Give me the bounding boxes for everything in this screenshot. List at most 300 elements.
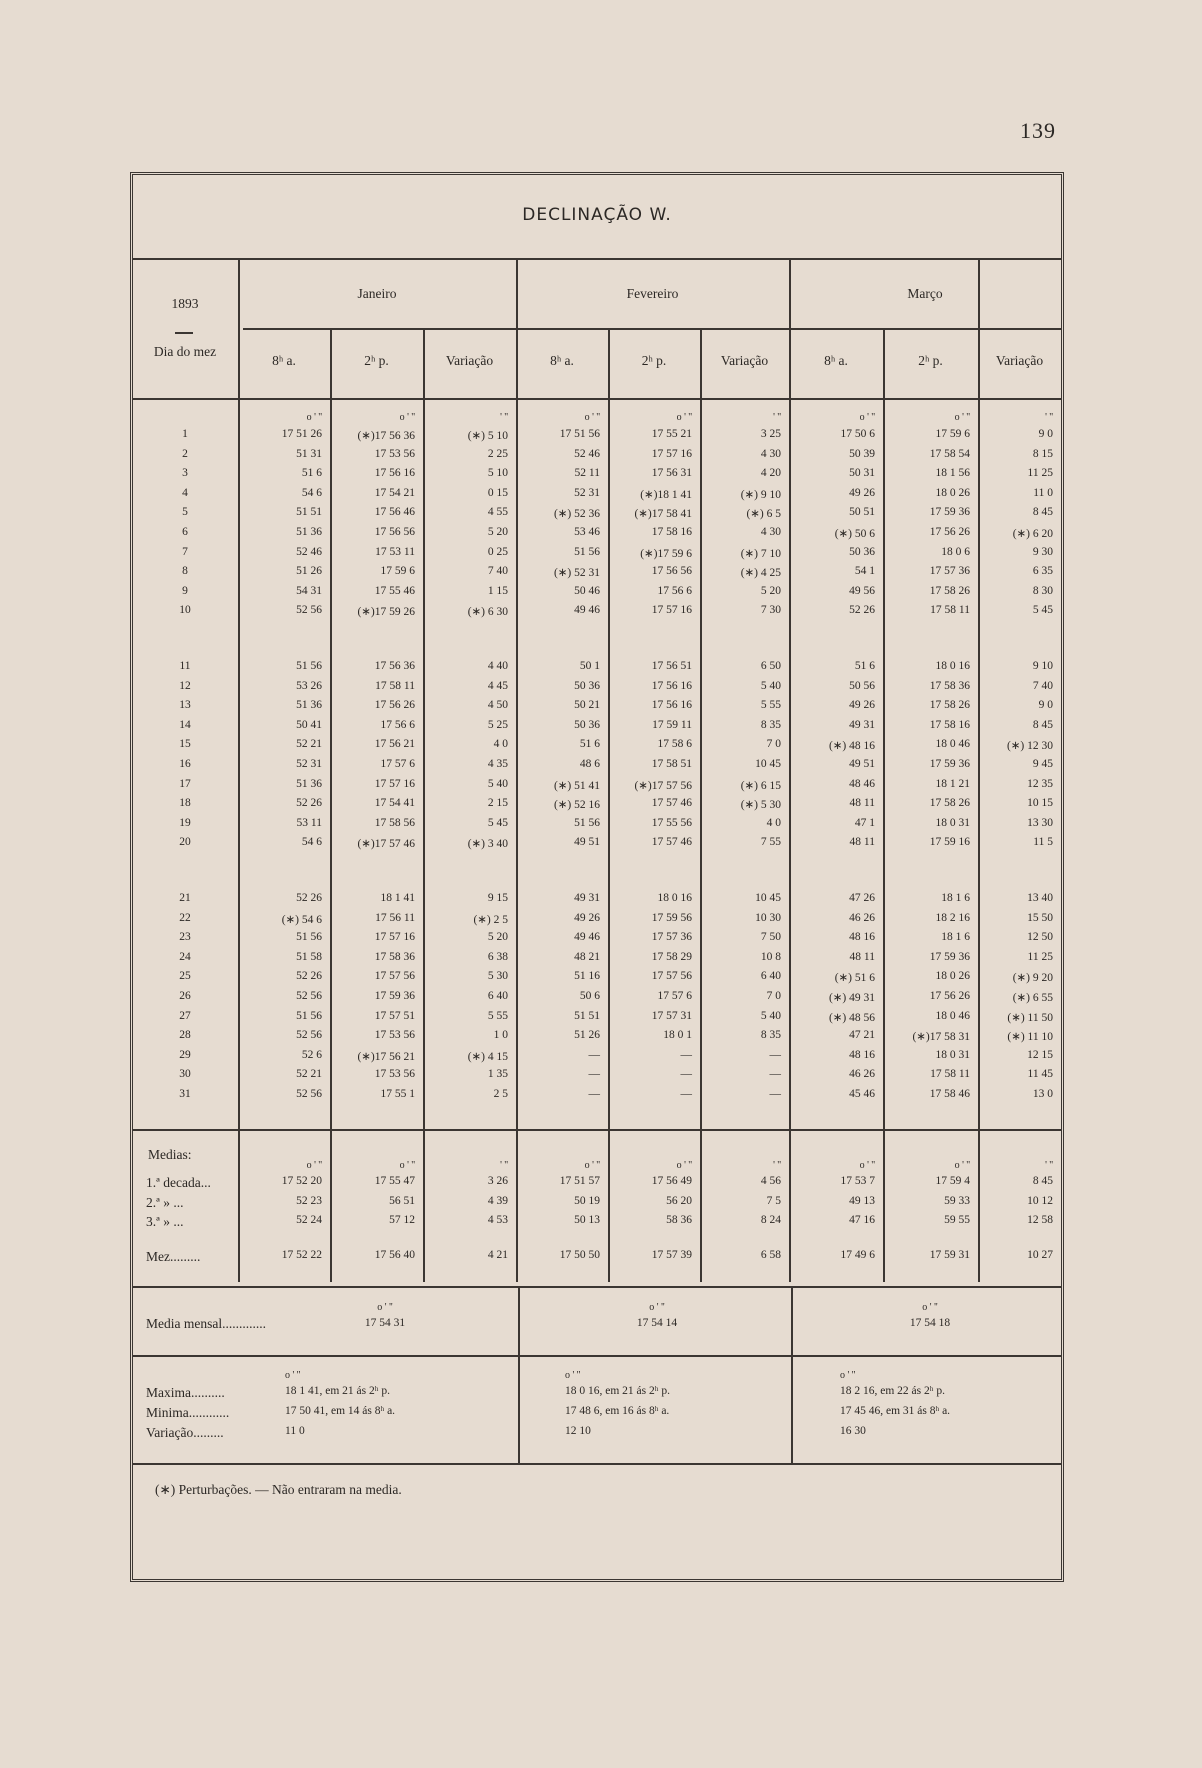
footnote: (∗) Perturbações. — Não entraram na media. <box>155 1482 402 1497</box>
media-cell: 57 12 <box>389 1214 415 1226</box>
mez-cell: 17 52 22 <box>281 1249 322 1261</box>
table-cell: 17 59 36 <box>929 950 970 963</box>
table-cell: 49 26 <box>849 486 875 499</box>
table-cell: 17 56 6 <box>380 718 415 731</box>
table-cell: 17 59 16 <box>929 836 970 849</box>
table-cell: 1 35 <box>487 1068 508 1081</box>
table-cell: 11 0 <box>1033 486 1053 499</box>
table-cell: — <box>769 1048 781 1061</box>
media-cell: 8 24 <box>760 1214 781 1226</box>
table-cell: 49 51 <box>849 758 875 770</box>
table-cell: 51 6 <box>854 660 875 672</box>
day-of-month-label: Dia do mez <box>153 344 217 359</box>
mez-cell: 17 49 6 <box>840 1249 875 1261</box>
table-cell: 17 54 41 <box>374 797 415 810</box>
day-number: 3 <box>182 467 188 480</box>
table-cell: 15 50 <box>1027 911 1053 924</box>
table-cell: 5 40 <box>487 777 508 790</box>
table-cell: 50 39 <box>849 447 875 460</box>
unit-marks: o ' '' <box>565 1370 581 1381</box>
table-cell: 5 10 <box>487 467 508 480</box>
table-cell: 7 40 <box>487 565 508 578</box>
day-number: 31 <box>179 1088 191 1100</box>
table-cell: 48 11 <box>849 797 875 810</box>
media-cell: 58 36 <box>666 1214 692 1226</box>
table-cell: 5 40 <box>760 1009 781 1022</box>
table-cell: 5 45 <box>1032 604 1053 617</box>
table-cell: — <box>680 1048 692 1061</box>
table-cell: 13 30 <box>1027 816 1053 829</box>
table-cell: 17 56 26 <box>374 699 415 712</box>
table-cell: 50 31 <box>849 467 875 480</box>
day-number: 12 <box>179 679 191 692</box>
rule-under-headers <box>133 398 1061 400</box>
table-cell: 50 36 <box>849 545 875 558</box>
table-cell: 17 58 11 <box>930 604 970 617</box>
media-cell: 17 56 49 <box>651 1175 692 1187</box>
table-cell: 17 56 16 <box>651 679 692 692</box>
table-cell: 17 58 46 <box>929 1088 970 1100</box>
table-cell: 17 53 56 <box>374 447 415 460</box>
table-cell: 48 16 <box>849 1048 875 1061</box>
table-cell: 51 26 <box>574 1029 600 1042</box>
table-cell: 5 45 <box>487 816 508 829</box>
table-cell: 6 50 <box>760 660 781 672</box>
extreme-value-janeiro: 18 1 41, em 21 ás 2ʰ p. <box>285 1385 390 1397</box>
unit-marks: o ' '' <box>584 412 600 423</box>
table-cell: 51 6 <box>301 467 322 480</box>
table-cell: 48 46 <box>849 777 875 790</box>
table-cell: 18 0 26 <box>935 970 970 983</box>
table-cell: 50 1 <box>579 660 600 672</box>
table-cell: (∗)18 1 41 <box>640 488 692 501</box>
table-cell: 49 56 <box>849 584 875 597</box>
table-cell: 17 58 36 <box>929 679 970 692</box>
day-number: 22 <box>179 911 191 924</box>
media-cell: 59 55 <box>944 1214 970 1226</box>
table-cell: 52 31 <box>574 486 600 499</box>
table-cell: 4 0 <box>766 816 781 829</box>
table-cell: 17 59 56 <box>651 911 692 924</box>
table-cell: 17 56 26 <box>929 990 970 1002</box>
column-header: Variação <box>720 353 769 368</box>
mez-cell: 17 50 50 <box>559 1249 600 1261</box>
month-divider-2 <box>789 258 791 1282</box>
media-cell: 3 26 <box>487 1175 508 1187</box>
table-cell: 10 30 <box>755 911 781 924</box>
table-cell: 8 35 <box>760 1029 781 1042</box>
table-cell: (∗)17 59 26 <box>357 606 415 619</box>
table-cell: 18 0 31 <box>935 1048 970 1061</box>
table-cell: 4 30 <box>760 447 781 460</box>
table-cell: (∗)17 57 56 <box>634 779 692 792</box>
table-cell: (∗) 12 30 <box>1006 740 1053 753</box>
column-header: Variação <box>445 353 494 368</box>
table-cell: (∗) 6 5 <box>746 508 781 521</box>
media-mensal-janeiro: 17 54 31 <box>364 1317 406 1329</box>
table-cell: 11 25 <box>1027 467 1053 480</box>
year-label: 1893 <box>171 296 199 311</box>
table-cell: 9 0 <box>1038 428 1053 440</box>
table-cell: 46 26 <box>849 911 875 924</box>
media-cell: 47 16 <box>849 1214 875 1226</box>
table-cell: 52 56 <box>296 604 322 617</box>
table-cell: (∗) 50 6 <box>834 528 875 540</box>
table-cell: (∗) 48 16 <box>828 740 875 753</box>
table-cell: 2 15 <box>487 797 508 810</box>
table-cell: (∗) 6 30 <box>467 606 508 619</box>
table-cell: 10 45 <box>755 892 781 904</box>
table-cell: 17 57 46 <box>651 836 692 849</box>
table-cell: 47 1 <box>854 816 875 829</box>
month-header-março: Março <box>907 286 943 301</box>
table-cell: 17 59 36 <box>929 758 970 770</box>
table-cell: 17 58 11 <box>930 1068 970 1081</box>
unit-marks: o ' '' <box>306 412 322 423</box>
table-cell: 7 50 <box>760 931 781 944</box>
media-cell: 4 39 <box>487 1194 508 1207</box>
day-number: 29 <box>179 1048 191 1061</box>
extreme-label: Minima............ <box>146 1405 230 1420</box>
table-cell: 48 6 <box>579 758 600 770</box>
table-cell: 49 46 <box>574 931 600 944</box>
table-cell: 50 36 <box>574 718 600 731</box>
table-cell: 51 6 <box>579 738 600 751</box>
extreme-value-fevereiro: 18 0 16, em 21 ás 2ʰ p. <box>565 1385 670 1397</box>
table-cell: 51 36 <box>296 699 322 712</box>
mez-cell: 17 57 39 <box>651 1249 692 1261</box>
table-cell: (∗) 52 31 <box>553 567 600 580</box>
day-number: 27 <box>179 1009 191 1022</box>
table-cell: 17 57 51 <box>374 1009 415 1022</box>
table-cell: 51 56 <box>574 545 600 558</box>
table-cell: 4 0 <box>493 738 508 751</box>
table-cell: 7 0 <box>766 990 781 1002</box>
mez-label: Mez......... <box>146 1249 201 1264</box>
unit-marks: ' '' <box>1045 1160 1053 1171</box>
table-cell: 13 0 <box>1032 1088 1053 1100</box>
day-number: 2 <box>182 447 188 460</box>
table-cell: 52 26 <box>296 797 322 810</box>
table-cell: (∗) 3 40 <box>467 838 508 851</box>
table-cell: 17 57 46 <box>651 797 692 810</box>
media-cell: 17 52 20 <box>281 1175 322 1187</box>
table-cell: 50 21 <box>574 699 600 712</box>
table-cell: 8 45 <box>1032 718 1053 731</box>
rule-above-footnote <box>133 1463 1061 1465</box>
table-cell: 12 15 <box>1027 1048 1053 1061</box>
table-cell: 7 55 <box>760 836 781 849</box>
table-cell: 50 41 <box>296 718 322 731</box>
table-cell: 0 25 <box>487 545 508 558</box>
table-cell: 17 59 11 <box>652 718 692 731</box>
table-cell: (∗) 6 55 <box>1012 992 1053 1004</box>
table-cell: 17 58 16 <box>651 526 692 538</box>
unit-marks: o ' '' <box>399 412 415 423</box>
day-number: 11 <box>179 660 191 672</box>
table-cell: 48 21 <box>574 950 600 963</box>
table-cell: 45 46 <box>849 1088 875 1100</box>
page-number: 139 <box>1020 118 1056 143</box>
month-header-fevereiro: Fevereiro <box>626 286 679 301</box>
table-cell: 17 57 16 <box>374 931 415 944</box>
table-cell: 5 30 <box>487 970 508 983</box>
unit-marks: o ' '' <box>859 412 875 423</box>
table-cell: 5 20 <box>487 931 508 944</box>
table-cell: 17 53 11 <box>375 545 415 558</box>
unit-marks: o ' '' <box>285 1370 301 1381</box>
table-cell: 17 57 6 <box>380 758 415 770</box>
unit-marks: o ' '' <box>377 1302 393 1313</box>
decade-label: 2.ª » ... <box>146 1194 184 1210</box>
table-cell: 9 0 <box>1038 699 1053 712</box>
table-cell: 8 30 <box>1032 584 1053 597</box>
day-number: 15 <box>179 738 191 751</box>
table-cell: 5 55 <box>487 1009 508 1022</box>
table-cell: 12 35 <box>1027 777 1053 790</box>
table-cell: 51 56 <box>296 1009 322 1022</box>
table-cell: 50 46 <box>574 584 600 597</box>
table-cell: 2 25 <box>487 447 508 460</box>
table-cell: 8 15 <box>1032 447 1053 460</box>
table-cell: (∗) 4 25 <box>740 567 781 580</box>
month-divider-1 <box>516 258 518 1282</box>
table-cell: 50 56 <box>849 679 875 692</box>
table-cell: 51 36 <box>296 526 322 538</box>
table-cell: 5 25 <box>487 718 508 731</box>
table-cell: 1 15 <box>487 584 508 597</box>
month-divider-3 <box>978 258 980 1282</box>
table-cell: — <box>588 1088 600 1100</box>
table-cell: 18 1 6 <box>941 931 970 944</box>
table-cell: 17 59 6 <box>935 428 970 440</box>
column-header: 2ʰ p. <box>918 353 943 368</box>
extreme-value-marco: 18 2 16, em 22 ás 2ʰ p. <box>840 1385 945 1397</box>
media-cell: 59 33 <box>944 1194 970 1207</box>
table-cell: 17 56 16 <box>374 467 415 480</box>
mez-cell: 17 56 40 <box>374 1249 415 1261</box>
table-cell: 52 56 <box>296 1088 322 1100</box>
table-cell: 52 46 <box>296 545 322 558</box>
year-dash <box>175 332 193 334</box>
table-cell: — <box>680 1068 692 1081</box>
media-cell: 17 53 7 <box>840 1175 875 1187</box>
table-cell: 17 58 26 <box>929 797 970 810</box>
table-cell: 53 11 <box>296 816 322 829</box>
table-cell: 0 15 <box>487 486 508 499</box>
media-cell: 12 58 <box>1027 1214 1053 1226</box>
table-cell: 51 58 <box>296 950 322 963</box>
unit-marks: ' '' <box>500 1160 508 1171</box>
table-cell: 17 51 26 <box>281 428 322 440</box>
table-cell: 49 46 <box>574 604 600 617</box>
table-cell: — <box>588 1048 600 1061</box>
table-cell: 17 56 16 <box>651 699 692 712</box>
table-cell: 53 26 <box>296 679 322 692</box>
day-number: 26 <box>179 990 191 1002</box>
media-cell: 56 51 <box>389 1194 415 1207</box>
rule-under-title <box>133 258 1061 260</box>
mez-cell: 17 59 31 <box>929 1249 970 1261</box>
table-cell: 18 0 16 <box>935 660 970 672</box>
unit-marks: ' '' <box>500 412 508 423</box>
table-cell: 17 57 16 <box>374 777 415 790</box>
table-cell: 51 36 <box>296 777 322 790</box>
table-cell: 18 2 16 <box>935 911 970 924</box>
day-number: 17 <box>179 777 191 790</box>
month-divider-0 <box>238 258 240 1282</box>
table-cell: 17 56 26 <box>929 526 970 538</box>
table-cell: (∗)17 57 46 <box>357 838 415 851</box>
table-cell: 6 40 <box>760 970 781 983</box>
table-cell: 18 1 6 <box>941 892 970 904</box>
unit-marks: ' '' <box>773 1160 781 1171</box>
extreme-label: Maxima.......... <box>146 1385 225 1400</box>
media-cell: 52 23 <box>296 1194 322 1207</box>
table-cell: 1 0 <box>493 1029 508 1042</box>
table-cell: 17 58 56 <box>374 816 415 829</box>
table-cell: 50 36 <box>574 679 600 692</box>
table-cell: 17 55 21 <box>651 428 692 440</box>
day-number: 5 <box>182 506 188 519</box>
medias-label: Medias: <box>148 1147 192 1162</box>
table-cell: 52 21 <box>296 1068 322 1081</box>
table-cell: 18 1 56 <box>935 467 970 480</box>
unit-marks: o ' '' <box>399 1160 415 1171</box>
table-cell: (∗) 52 16 <box>553 799 600 812</box>
table-cell: 52 21 <box>296 738 322 751</box>
table-cell: (∗) 7 10 <box>740 547 781 560</box>
table-cell: 52 26 <box>296 892 322 904</box>
table-cell: 17 57 16 <box>651 604 692 617</box>
table-cell: 49 31 <box>849 718 875 731</box>
table-cell: 8 45 <box>1032 506 1053 519</box>
table-cell: 51 16 <box>574 970 600 983</box>
table-cell: (∗) 11 10 <box>1007 1031 1053 1044</box>
extreme-value-marco: 17 45 46, em 31 ás 8ʰ a. <box>840 1405 951 1417</box>
table-cell: (∗)17 58 41 <box>634 508 692 521</box>
media-cell: 17 55 47 <box>374 1175 415 1187</box>
table-cell: 4 45 <box>487 679 508 692</box>
day-number: 20 <box>179 836 191 849</box>
day-number: 30 <box>179 1068 191 1081</box>
table-cell: 6 38 <box>487 950 508 963</box>
table-cell: 52 46 <box>574 447 600 460</box>
table-cell: 12 50 <box>1027 931 1053 944</box>
table-cell: 10 45 <box>755 758 781 770</box>
rule-above-extremes <box>133 1355 1061 1357</box>
table-cell: 50 6 <box>579 990 600 1002</box>
media-cell: 50 13 <box>574 1214 600 1226</box>
media-cell: 7 5 <box>766 1194 781 1207</box>
media-cell: 17 59 4 <box>935 1175 970 1187</box>
table-cell: 18 1 21 <box>935 777 970 790</box>
table-cell: 18 0 6 <box>941 545 970 558</box>
table-cell: 17 58 36 <box>374 950 415 963</box>
extreme-value-janeiro: 11 0 <box>285 1425 305 1437</box>
table-cell: 17 56 56 <box>374 526 415 538</box>
table-cell: 17 51 56 <box>559 428 600 440</box>
table-cell: 11 25 <box>1027 950 1053 963</box>
table-cell: 52 31 <box>296 758 322 770</box>
table-cell: (∗) 51 6 <box>834 972 875 985</box>
table-cell: 17 56 56 <box>651 565 692 578</box>
table-cell: 18 0 31 <box>935 816 970 829</box>
table-cell: 51 51 <box>574 1009 600 1022</box>
media-cell: 4 56 <box>760 1175 781 1187</box>
table-cell: — <box>769 1068 781 1081</box>
table-cell: 17 58 26 <box>929 584 970 597</box>
table-cell: 51 56 <box>296 931 322 944</box>
table-cell: (∗)17 58 31 <box>912 1031 970 1044</box>
table-cell: (∗) 11 50 <box>1007 1011 1053 1024</box>
table-cell: 17 55 46 <box>374 584 415 597</box>
table-cell: (∗) 54 6 <box>281 913 322 926</box>
unit-marks: ' '' <box>773 412 781 423</box>
day-number: 1 <box>182 428 188 440</box>
table-title: DECLINAÇÃO W. <box>522 205 672 225</box>
table-cell: 17 56 36 <box>374 660 415 672</box>
table-cell: 4 35 <box>487 758 508 770</box>
table-cell: 52 56 <box>296 1029 322 1042</box>
rule-under-months <box>243 328 1061 330</box>
day-number: 6 <box>182 526 188 538</box>
table-cell: 3 25 <box>760 428 781 440</box>
unit-marks: o ' '' <box>840 1370 856 1381</box>
table-cell: 52 26 <box>296 970 322 983</box>
day-number: 14 <box>179 718 191 731</box>
table-cell: 10 15 <box>1027 797 1053 810</box>
table-cell: 49 26 <box>574 911 600 924</box>
media-cell: 10 12 <box>1027 1194 1053 1207</box>
table-cell: 52 6 <box>301 1048 322 1061</box>
table-cell: 17 57 56 <box>651 970 692 983</box>
table-cell: 17 58 6 <box>657 738 692 751</box>
unit-marks: o ' '' <box>954 412 970 423</box>
extreme-value-janeiro: 17 50 41, em 14 ás 8ʰ a. <box>285 1405 396 1417</box>
table-cell: 5 20 <box>760 584 781 597</box>
unit-marks: o ' '' <box>676 412 692 423</box>
rule-above-media-mensal <box>133 1286 1061 1288</box>
day-number: 13 <box>179 699 191 712</box>
table-cell: (∗) 52 36 <box>553 508 600 521</box>
table-cell: (∗) 49 31 <box>828 992 875 1004</box>
table-cell: 49 51 <box>574 836 600 849</box>
table-cell: 54 1 <box>854 565 875 578</box>
unit-marks: o ' '' <box>859 1160 875 1171</box>
table-cell: (∗) 9 10 <box>740 488 781 501</box>
table-cell: 7 30 <box>760 604 781 617</box>
table-cell: 53 46 <box>574 526 600 538</box>
table-cell: (∗)17 56 21 <box>357 1050 415 1063</box>
day-number: 9 <box>182 584 188 597</box>
table-cell: 54 6 <box>301 836 322 849</box>
table-cell: 11 5 <box>1033 836 1053 849</box>
table-cell: 4 20 <box>760 467 781 480</box>
table-cell: 17 57 31 <box>651 1009 692 1022</box>
media-mensal-label: Media mensal............. <box>146 1316 266 1331</box>
table-cell: 10 8 <box>760 950 781 963</box>
rule-above-medias <box>133 1129 1061 1131</box>
extreme-value-fevereiro: 12 10 <box>565 1425 591 1437</box>
table-cell: 51 31 <box>296 447 322 460</box>
unit-marks: o ' '' <box>676 1160 692 1171</box>
table-cell: 17 57 56 <box>374 970 415 983</box>
media-cell: 56 20 <box>666 1194 692 1207</box>
table-cell: 18 0 26 <box>935 486 970 499</box>
table-cell: 6 35 <box>1032 565 1053 578</box>
month-divider-lower-1 <box>518 1286 520 1463</box>
